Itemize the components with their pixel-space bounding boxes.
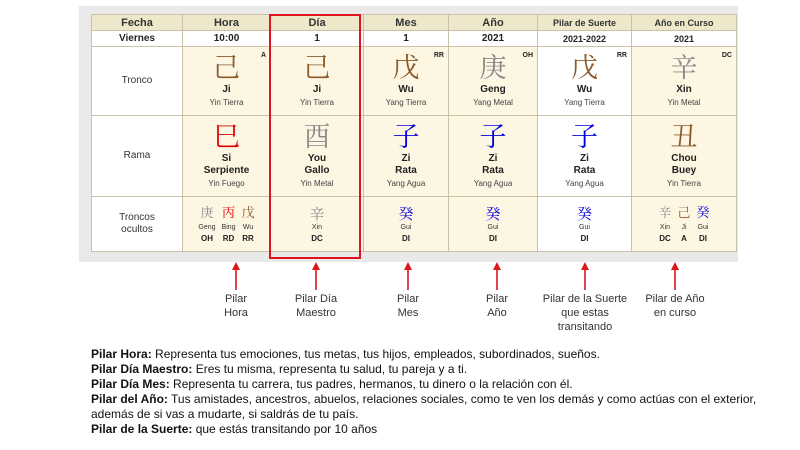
month-value: 1	[364, 31, 449, 47]
desc-pilar-suerte	[91, 422, 781, 437]
branch-element: Yang Agua	[473, 179, 513, 188]
branch-pinyin: Si	[221, 153, 232, 164]
branch-pinyin: You	[307, 153, 327, 164]
arrow-up-icon	[403, 262, 413, 292]
branch-glyph: 丑	[670, 122, 698, 153]
tronco-row	[92, 47, 737, 116]
rama-cell-ano-curso	[632, 116, 737, 197]
hidden-stem-pinyin: Xin	[659, 223, 671, 231]
desc-text: Eres tu misma, representa tu salud, tu pareja y a ti.	[192, 362, 468, 376]
ocultos-cell-suerte	[538, 197, 632, 252]
pillar-label-ano-curso	[620, 292, 730, 320]
header-hora: Hora	[183, 15, 271, 31]
stem-element: Yang Tierra	[564, 98, 605, 107]
desc-text: que estás transitando por 10 años	[192, 422, 378, 436]
hour-value: 10:00	[183, 31, 271, 47]
pillar-label-line: Pilar de la Suerte	[542, 293, 628, 305]
header-dia: Día	[271, 15, 364, 31]
hidden-stem-glyph: 己	[677, 205, 691, 221]
ocultos-cell-mes	[364, 197, 449, 252]
stem-glyph: 己	[213, 53, 240, 84]
header-pilar-suerte: Pilar de Suerte	[538, 15, 632, 31]
pillar-label-line: Año	[487, 307, 507, 319]
luck-range-value: 2021-2022	[538, 31, 632, 47]
stem-pinyin: Wu	[576, 84, 593, 95]
current-year-value: 2021	[632, 31, 737, 47]
pillar-label-line: transitando	[557, 321, 613, 333]
hidden-stem-glyph: 丙	[222, 205, 236, 221]
branch-glyph: 子	[392, 122, 420, 153]
descriptions	[91, 347, 781, 437]
pillar-label-line: en curso	[653, 307, 697, 319]
hidden-stem-glyph: 庚	[200, 205, 214, 221]
branch-glyph: 巳	[213, 122, 240, 153]
stem-glyph: 庚	[479, 53, 507, 84]
header-ano: Año	[449, 15, 538, 31]
desc-term: Pilar Hora:	[91, 347, 152, 361]
stem-glyph: 辛	[670, 53, 698, 84]
branch-pinyin: Zi	[580, 153, 589, 164]
hidden-stem	[198, 205, 215, 244]
ocultos-cell-ano-curso	[632, 197, 737, 252]
row-label-ocultos	[92, 197, 183, 252]
rama-cell-mes	[364, 116, 449, 197]
tronco-cell-ano-curso	[632, 47, 737, 116]
stem-element: Yin Tierra	[300, 98, 334, 107]
arrow-up-icon	[492, 262, 502, 292]
stem-pinyin: Ji	[222, 84, 231, 95]
stem-element: Yang Tierra	[385, 98, 427, 107]
hidden-stem	[242, 205, 255, 244]
rama-cell-suerte	[538, 116, 632, 197]
branch-glyph: 子	[571, 122, 598, 153]
hidden-stem-ten-god: RD	[222, 233, 235, 243]
hidden-stems	[449, 205, 537, 244]
desc-term: Pilar Día Maestro:	[91, 362, 193, 376]
stem-ten-god: RR	[616, 52, 627, 59]
branch-element: Yin Fuego	[208, 179, 245, 188]
desc-term: Pilar Día Mes:	[91, 377, 170, 391]
pillar-label-line: Pilar	[224, 293, 247, 305]
branch-glyph: 子	[479, 122, 507, 153]
stem-glyph: 戊	[392, 53, 420, 84]
hidden-stem-ten-god: DI	[580, 233, 589, 243]
stem-pinyin: Ji	[312, 84, 322, 95]
ocultos-cell-hora	[183, 197, 271, 252]
hidden-stem	[398, 205, 413, 244]
pillar-label-line: Pilar Día	[294, 293, 338, 305]
arrow-up-icon	[311, 262, 321, 292]
ocultos-row	[92, 197, 737, 252]
hidden-stem-glyph: 辛	[658, 205, 672, 221]
branch-element: Yang Agua	[565, 179, 604, 188]
desc-pilar-ano	[91, 392, 781, 422]
tronco-cell-mes	[364, 47, 449, 116]
desc-text: Representa tus emociones, tus metas, tus hijos, empleados, subordinados, sueños.	[151, 347, 600, 361]
branch-animal: Rata	[482, 165, 504, 176]
stem-element: Yin Metal	[667, 98, 701, 107]
hidden-stem-pinyin: Wu	[242, 223, 254, 231]
branch-animal: Buey	[671, 165, 697, 176]
hidden-stem-glyph: 癸	[696, 205, 710, 221]
stem-ten-god: OH	[522, 52, 533, 59]
hidden-stem-pinyin: Xin	[311, 223, 323, 231]
pillar-label-line: Pilar	[485, 293, 508, 305]
branch-glyph: 酉	[303, 122, 331, 153]
hidden-stems	[538, 205, 631, 244]
rama-row	[92, 116, 737, 197]
hidden-stem	[658, 205, 671, 244]
pillar-label-line: Mes	[397, 307, 419, 319]
row-label-rama: Rama	[92, 116, 183, 197]
hidden-stem-pinyin: Geng	[198, 223, 216, 231]
branch-animal: Gallo	[304, 165, 330, 176]
day-value: 1	[271, 31, 364, 47]
hidden-stem-ten-god: DC	[311, 233, 323, 243]
hidden-stem	[577, 205, 592, 244]
row-label-ocultos-line1: Troncos	[119, 212, 155, 223]
pillar-label-line: Maestro	[296, 307, 336, 319]
hidden-stem-pinyin: Gui	[400, 223, 412, 231]
hidden-stem-pinyin: Gui	[579, 223, 590, 231]
desc-pilar-hora	[91, 347, 781, 362]
desc-text: Tus amistades, ancestros, abuelos, relaciones sociales, como te ven los demás y como actúas con el exterior, además de si vas a mudarte, si saldrás de tu país.	[91, 392, 757, 421]
branch-animal: Rata	[573, 165, 596, 176]
hidden-stems	[183, 205, 270, 244]
arrow-up-icon	[231, 262, 241, 292]
hidden-stem-ten-god: RR	[242, 233, 254, 243]
hidden-stem-glyph: 戊	[241, 205, 255, 221]
hidden-stem-pinyin: Bing	[221, 223, 236, 231]
stem-ten-god: DC	[721, 52, 732, 59]
tronco-cell-ano	[449, 47, 538, 116]
bazi-chart-table	[91, 14, 737, 252]
hidden-stem-glyph: 辛	[309, 204, 325, 223]
header-fecha: Fecha	[92, 15, 183, 31]
pillar-label-line: Hora	[224, 307, 248, 319]
hidden-stem-glyph: 癸	[576, 204, 592, 223]
stem-pinyin: Xin	[676, 84, 692, 95]
branch-element: Yin Metal	[300, 179, 334, 188]
stem-ten-god: RR	[433, 52, 444, 59]
desc-pilar-dia-mes	[91, 377, 781, 392]
hidden-stem	[697, 205, 710, 244]
hidden-stem-glyph: 癸	[398, 204, 414, 223]
pillar-label-line: Pilar	[396, 293, 419, 305]
header-mes: Mes	[364, 15, 449, 31]
hidden-stem-ten-god: A	[681, 233, 687, 243]
hidden-stems	[632, 205, 736, 244]
hidden-stem	[222, 205, 236, 244]
ocultos-cell-ano	[449, 197, 538, 252]
desc-text: Representa tu carrera, tus padres, hermanos, tu dinero o la relación con él.	[169, 377, 573, 391]
stem-pinyin: Wu	[398, 84, 414, 95]
tronco-cell-suerte	[538, 47, 632, 116]
hidden-stem-pinyin: Gui	[487, 223, 499, 231]
hidden-stem-ten-god: DC	[659, 233, 671, 243]
branch-pinyin: Zi	[488, 153, 498, 164]
rama-cell-ano	[449, 116, 538, 197]
date-row	[92, 31, 737, 47]
branch-element: Yang Agua	[386, 179, 426, 188]
tronco-cell-hora	[183, 47, 271, 116]
day-master-highlight	[269, 14, 361, 259]
header-ano-en-curso: Año en Curso	[632, 15, 737, 31]
desc-term: Pilar de la Suerte:	[91, 422, 193, 436]
desc-pilar-dia-maestro	[91, 362, 781, 377]
header-row	[92, 15, 737, 31]
arrow-up-icon	[580, 262, 590, 292]
hidden-stems	[364, 205, 448, 244]
hidden-stem	[677, 205, 690, 244]
stem-pinyin: Geng	[480, 84, 506, 95]
stem-glyph: 己	[303, 53, 331, 84]
weekday-value: Viernes	[92, 31, 183, 47]
hidden-stem	[485, 205, 500, 244]
stem-glyph: 戊	[571, 53, 598, 84]
stem-ten-god: A	[260, 52, 266, 59]
branch-pinyin: Zi	[401, 153, 411, 164]
branch-animal: Serpiente	[203, 165, 250, 176]
pillar-label-line: que estas	[561, 307, 609, 319]
hidden-stem-glyph: 癸	[485, 204, 501, 223]
branch-animal: Rata	[395, 165, 417, 176]
hidden-stem-ten-god: DI	[488, 233, 497, 243]
rama-cell-hora	[183, 116, 271, 197]
arrow-up-icon	[670, 262, 680, 292]
hidden-stem-ten-god: OH	[200, 233, 213, 243]
desc-term: Pilar del Año:	[91, 392, 168, 406]
branch-pinyin: Chou	[671, 153, 697, 164]
stem-element: Yin Tierra	[209, 98, 244, 107]
branch-element: Yin Tierra	[667, 179, 701, 188]
hidden-stem-pinyin: Ji	[681, 223, 687, 231]
hidden-stem-ten-god: DI	[699, 233, 707, 243]
hidden-stem-pinyin: Gui	[697, 223, 709, 231]
row-label-tronco: Tronco	[92, 47, 183, 116]
stem-element: Yang Metal	[473, 98, 513, 107]
row-label-ocultos-line2: ocultos	[121, 224, 153, 235]
pillar-label-line: Pilar de Año	[645, 293, 705, 305]
hidden-stem-ten-god: DI	[401, 233, 410, 243]
year-value: 2021	[449, 31, 538, 47]
